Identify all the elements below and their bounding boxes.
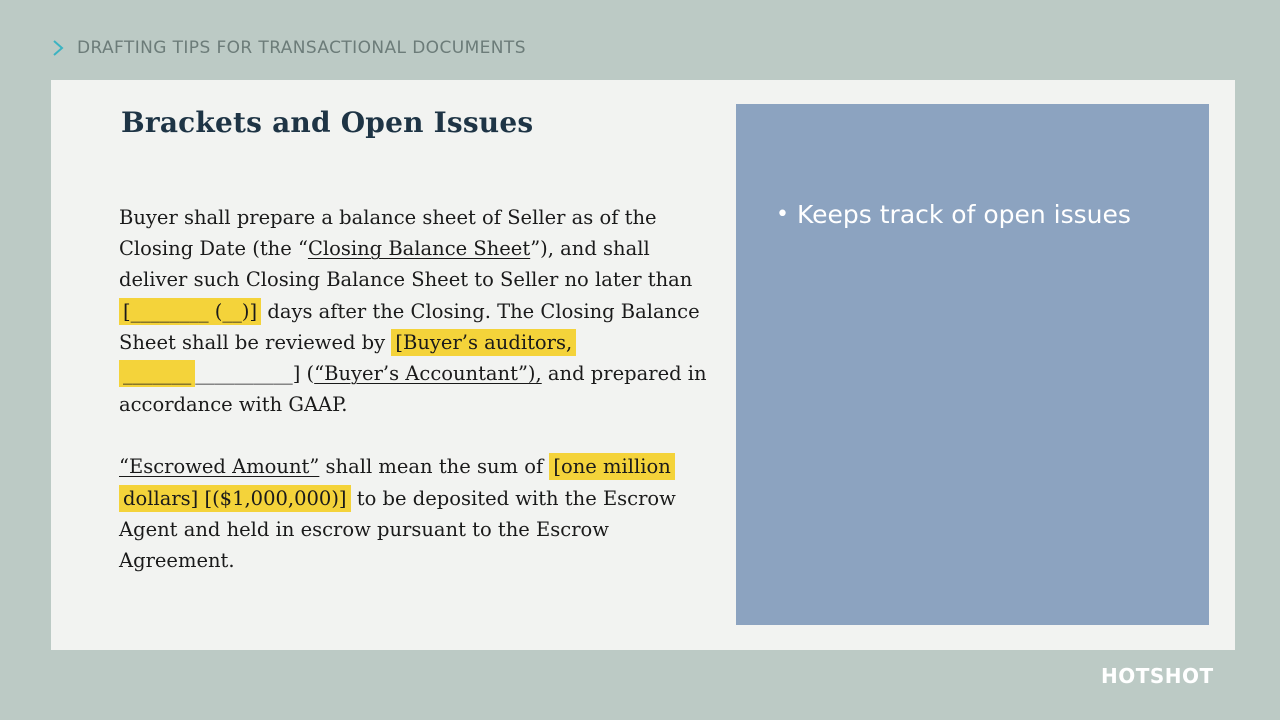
text-segment: __________] ( <box>195 362 315 386</box>
text-segment: ”), and shall deliver such Closing Balance Sheet to Seller no later than <box>119 237 693 292</box>
bullet-item <box>776 200 1131 229</box>
defined-term-buyers-accountant: “Buyer’s Accountant”), <box>314 362 542 386</box>
bullet-icon: • <box>776 202 789 227</box>
bullet-text: Keeps track of open issues <box>796 200 1131 229</box>
text-segment: Buyer shall prepare a balance sheet of Seller as of the Closing Date (the “ <box>119 206 657 261</box>
body-text <box>119 202 719 576</box>
slide <box>51 80 1235 650</box>
defined-term-closing-balance-sheet: Closing Balance Sheet <box>307 237 531 261</box>
slide-title: Brackets and Open Issues <box>121 106 534 139</box>
highlight-days-blank: [________ (__)] <box>119 298 261 325</box>
highlight-escrow-sum: [one million dollars] [($1,000,000)] <box>119 453 675 511</box>
notes-panel <box>736 104 1209 625</box>
header-title: DRAFTING TIPS FOR TRANSACTIONAL DOCUMENTS <box>77 38 526 58</box>
header <box>50 36 526 60</box>
paragraph-escrowed-amount <box>119 451 719 576</box>
text-segment: to be deposited with the Escrow Agent and held in escrow pursuant to the Escrow Agreement. <box>119 486 676 573</box>
defined-term-escrowed-amount: “Escrowed Amount” <box>119 455 320 479</box>
text-segment: shall mean the sum of <box>319 455 550 479</box>
chevron-right-icon <box>50 38 66 58</box>
highlight-buyers-auditors: [Buyer’s auditors, _______ <box>119 329 576 387</box>
paragraph-closing-balance-sheet <box>119 202 719 420</box>
hotshot-logo: HOTSHOT <box>1101 664 1214 688</box>
text-segment: days after the Closing. The Closing Balance Sheet shall be reviewed by <box>119 299 700 354</box>
text-segment: and prepared in accordance with GAAP. <box>119 362 707 417</box>
